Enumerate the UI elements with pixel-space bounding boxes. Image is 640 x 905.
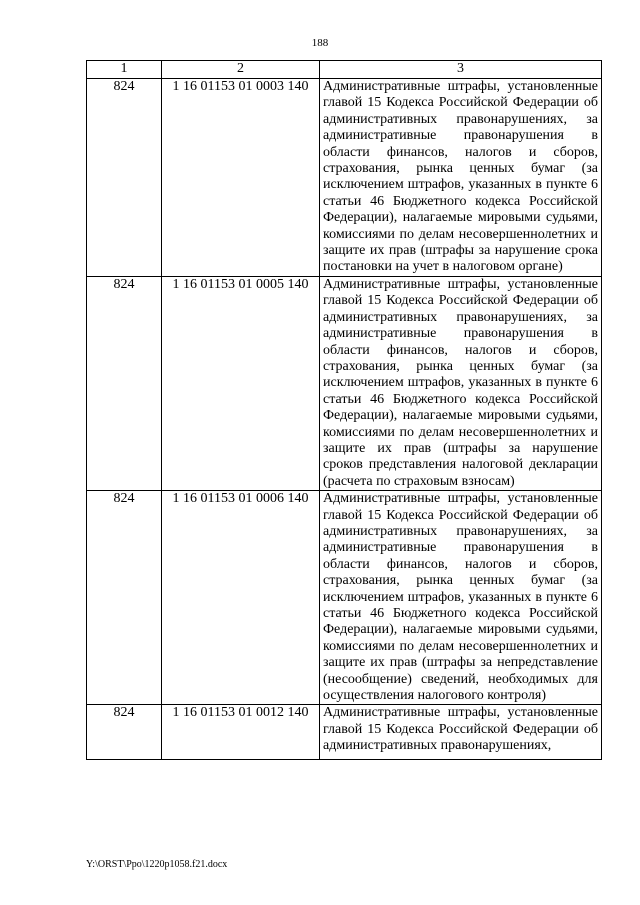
description-text: Административные штрафы, установленные главой 15 Кодекса Российской Федерации об административных правонарушениях, за административные правонарушения в области финансов, налогов и сборов, страхования, рынка ценных бумаг (за исключением штрафов, указанных в пункте 6 статьи 46 Бюджетного кодекса Российской Федерации), налагаемые мировыми судьями, комиссиями по делам несовершеннолетних и защите их прав (штрафы за нарушение срока постановки на учет в налоговом органе) <box>323 79 598 275</box>
description-text: Административные штрафы, установленные главой 15 Кодекса Российской Федерации об административных правонарушениях, <box>323 705 598 754</box>
column-header-1: 1 <box>87 61 162 79</box>
admin-code-cell: 824 <box>87 79 162 277</box>
description-cell <box>320 79 602 277</box>
table-header-row <box>87 61 602 79</box>
budget-codes-table <box>86 60 602 760</box>
description-text: Административные штрафы, установленные главой 15 Кодекса Российской Федерации об административных правонарушениях, за административные правонарушения в области финансов, налогов и сборов, страхования, рынка ценных бумаг (за исключением штрафов, указанных в пункте 6 статьи 46 Бюджетного кодекса Российской Федерации), налагаемые мировыми судьями, комиссиями по делам несовершеннолетних и защите их прав (штрафы за непредставление (несообщение) сведений, необходимых для осуществления налогового контроля) <box>323 491 598 704</box>
kbk-code-cell: 1 16 01153 01 0003 140 <box>162 79 320 277</box>
table-row <box>87 705 602 760</box>
footer-file-path: Y:\ORST\Ppo\1220p1058.f21.docx <box>86 859 228 870</box>
table-row <box>87 491 602 705</box>
kbk-code-cell: 1 16 01153 01 0012 140 <box>162 705 320 760</box>
admin-code-cell: 824 <box>87 705 162 760</box>
admin-code-cell: 824 <box>87 491 162 705</box>
table-row <box>87 79 602 277</box>
description-cell <box>320 276 602 490</box>
description-cell <box>320 705 602 760</box>
admin-code-cell: 824 <box>87 276 162 490</box>
column-header-2: 2 <box>162 61 320 79</box>
description-text: Административные штрафы, установленные главой 15 Кодекса Российской Федерации об административных правонарушениях, за административные правонарушения в области финансов, налогов и сборов, страхования, рынка ценных бумаг (за исключением штрафов, указанных в пункте 6 статьи 46 Бюджетного кодекса Российской Федерации), налагаемые мировыми судьями, комиссиями по делам несовершеннолетних и защите их прав (штрафы за нарушение сроков представления налоговой декларации (расчета по страховым взносам) <box>323 276 598 489</box>
table-row <box>87 276 602 490</box>
description-cell <box>320 491 602 705</box>
page-number: 188 <box>311 37 329 49</box>
column-header-3: 3 <box>320 61 602 79</box>
kbk-code-cell: 1 16 01153 01 0006 140 <box>162 491 320 705</box>
kbk-code-cell: 1 16 01153 01 0005 140 <box>162 276 320 490</box>
